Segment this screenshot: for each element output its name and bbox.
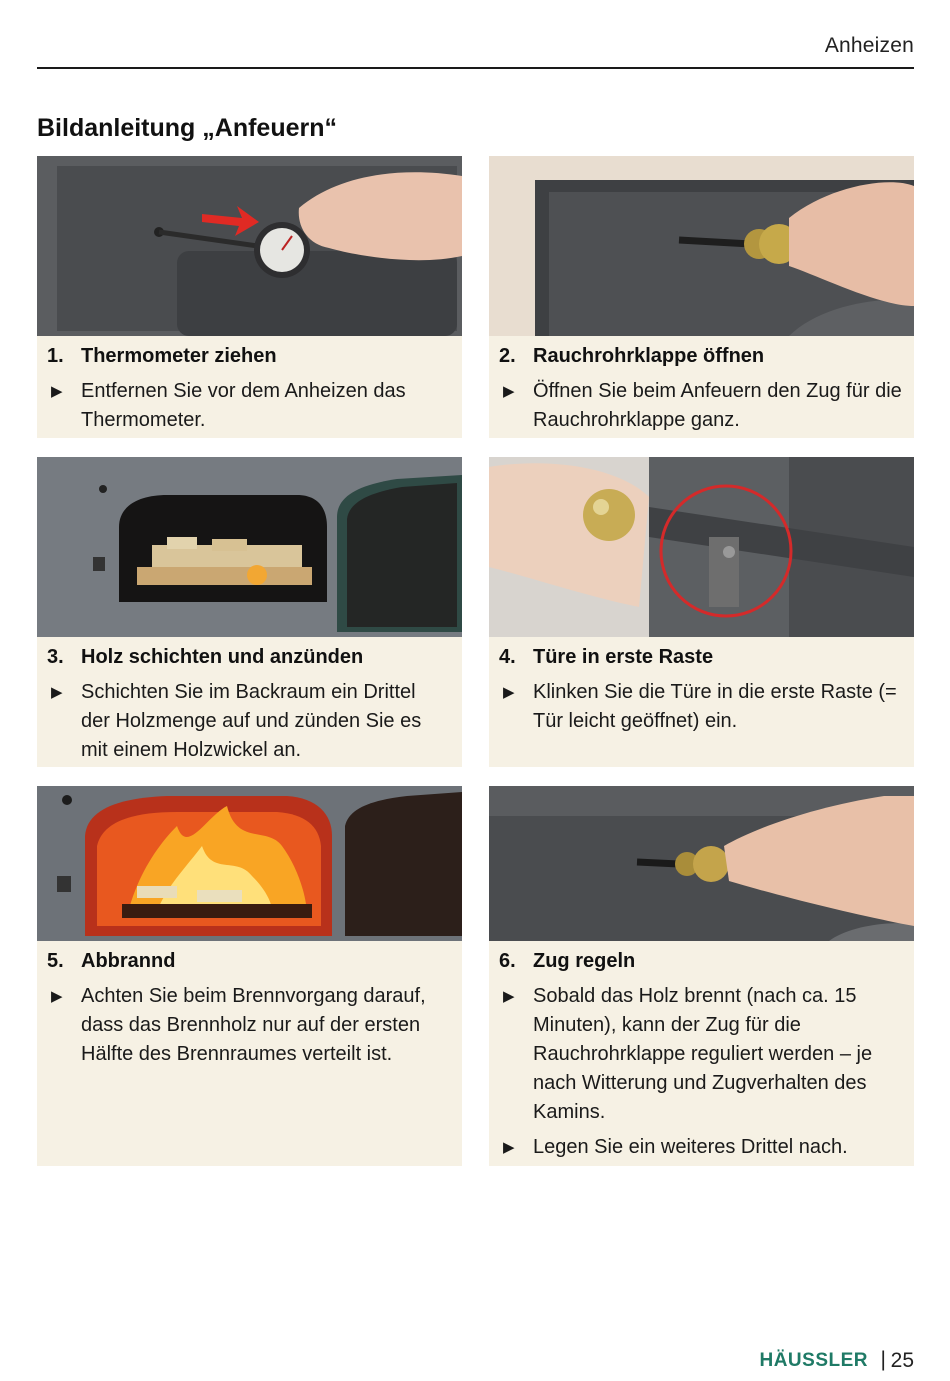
step-bullet: [499, 678, 902, 736]
step-number: 1.: [47, 345, 64, 367]
step-bullet: [47, 678, 450, 765]
step-card-6: [489, 786, 914, 1166]
step-title: Rauchrohrklappe öffnen: [533, 345, 765, 367]
step-card-1: [37, 156, 462, 438]
photo-flue-damper: [489, 156, 914, 336]
bullet-arrow-icon: ▶: [503, 684, 515, 701]
step-heading: [499, 643, 902, 672]
step-title: Abbrannd: [81, 950, 176, 972]
bullet-text: Entfernen Sie vor dem Anheizen das Thermometer.: [81, 380, 406, 431]
step-bullet: [499, 1133, 902, 1162]
header-rule: [37, 67, 914, 69]
bullet-text: Klinken Sie die Türe in die erste Raste (= Tür leicht geöffnet) ein.: [533, 681, 897, 732]
bullet-arrow-icon: ▶: [503, 988, 515, 1005]
step-number: 4.: [499, 646, 516, 668]
photo-door-latch: [489, 457, 914, 637]
step-number: 3.: [47, 646, 64, 668]
step-number: 6.: [499, 950, 516, 972]
bullet-text: Öffnen Sie beim Anfeuern den Zug für die Rauchrohrklappe ganz.: [533, 380, 902, 431]
bullet-text: Sobald das Holz brennt (nach ca. 15 Minuten), kann der Zug für die Rauchrohrklappe reguliert werden – je nach Witterung und Zugverhalten des Kamins.: [533, 985, 873, 1123]
page-title: Bildanleitung „Anfeuern“: [37, 114, 337, 142]
step-title: Thermometer ziehen: [81, 345, 277, 367]
bullet-text: Achten Sie beim Brennvorgang darauf, dass das Brennholz nur auf der ersten Hälfte des Brennraumes verteilt ist.: [81, 985, 426, 1065]
step-heading: [47, 947, 450, 976]
step-bullet: [499, 982, 902, 1127]
photo-draft-regulation: [489, 786, 914, 941]
brand-logo: HÄUSSLER: [759, 1350, 868, 1371]
step-number: 2.: [499, 345, 516, 367]
photo-burning-fire: [37, 786, 462, 941]
step-title: Türe in erste Raste: [533, 646, 714, 668]
photo-thermometer: [37, 156, 462, 336]
bullet-text: Legen Sie ein weiteres Drittel nach.: [533, 1136, 848, 1158]
bullet-arrow-icon: ▶: [51, 383, 63, 400]
photo-stacked-wood: [37, 457, 462, 637]
bullet-arrow-icon: ▶: [51, 988, 63, 1005]
step-bullet: [47, 377, 450, 435]
step-title: Holz schichten und anzünden: [81, 646, 364, 668]
step-heading: [499, 947, 902, 976]
bullet-arrow-icon: ▶: [51, 684, 63, 701]
step-bullet: [47, 982, 450, 1069]
step-number: 5.: [47, 950, 64, 972]
bullet-text: Schichten Sie im Backraum ein Drittel der Holzmenge auf und zünden Sie es mit einem Holzwickel an.: [81, 681, 422, 761]
step-title: Zug regeln: [533, 950, 636, 972]
page-number: 25: [890, 1349, 914, 1372]
step-heading: [47, 643, 450, 672]
step-card-2: [489, 156, 914, 438]
bullet-arrow-icon: ▶: [503, 383, 515, 400]
section-title: Anheizen: [824, 34, 914, 57]
step-heading: [499, 342, 902, 371]
step-card-3: [37, 457, 462, 767]
step-card-5: [37, 786, 462, 1166]
footer-separator: |: [880, 1348, 886, 1371]
bullet-arrow-icon: ▶: [503, 1139, 515, 1156]
step-heading: [47, 342, 450, 371]
step-bullet: [499, 377, 902, 435]
step-card-4: [489, 457, 914, 767]
